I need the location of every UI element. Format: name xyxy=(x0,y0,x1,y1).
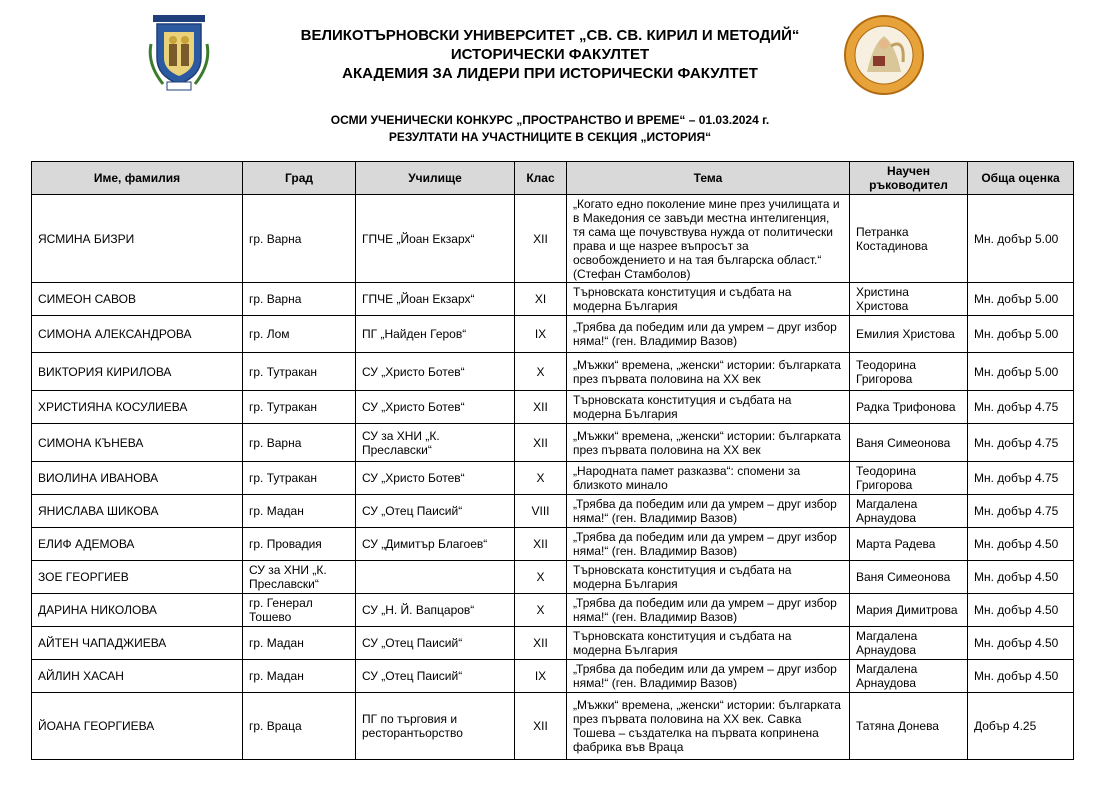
cell-grade: XII xyxy=(515,195,567,283)
cell-school: ГПЧЕ „Йоан Екзарх“ xyxy=(356,195,515,283)
cell-city: гр. Варна xyxy=(243,195,356,283)
table-row xyxy=(32,594,1074,627)
cell-city: СУ за ХНИ „К. Преславски“ xyxy=(243,561,356,594)
header-topic: Тема xyxy=(567,162,850,195)
cell-school: СУ „Димитър Благоев“ xyxy=(356,528,515,561)
cell-advisor: Ваня Симеонова xyxy=(850,424,968,462)
header-score: Обща оценка xyxy=(968,162,1074,195)
faculty-name: ИСТОРИЧЕСКИ ФАКУЛТЕТ xyxy=(450,46,650,63)
cell-topic: „Трябва да победим или да умрем – друг избор няма!“ (ген. Владимир Вазов) xyxy=(567,660,850,693)
cell-grade: IX xyxy=(515,660,567,693)
cell-city: гр. Тутракан xyxy=(243,462,356,495)
cell-grade: XII xyxy=(515,627,567,660)
contest-title: ОСМИ УЧЕНИЧЕСКИ КОНКУРС „ПРОСТРАНСТВО И ВРЕМЕ“ – 01.03.2024 г. xyxy=(330,113,770,127)
cell-school: СУ „Христо Ботев“ xyxy=(356,353,515,391)
cell-grade: XII xyxy=(515,391,567,424)
university-crest-logo xyxy=(147,14,211,92)
cell-score: Мн. добър 4.75 xyxy=(968,391,1074,424)
cell-advisor: Теодорина Григорова xyxy=(850,462,968,495)
cell-name: ЕЛИФ АДЕМОВА xyxy=(32,528,243,561)
cell-name: ЙОАНА ГЕОРГИЕВА xyxy=(32,693,243,760)
cell-grade: X xyxy=(515,462,567,495)
cell-topic: Търновската конституция и съдбата на модерна България xyxy=(567,627,850,660)
cell-topic: „Трябва да победим или да умрем – друг избор няма!“ (ген. Владимир Вазов) xyxy=(567,528,850,561)
cell-name: ВИОЛИНА ИВАНОВА xyxy=(32,462,243,495)
cell-grade: X xyxy=(515,561,567,594)
table-row xyxy=(32,693,1074,760)
cell-school: СУ „Христо Ботев“ xyxy=(356,391,515,424)
cell-advisor: Мария Димитрова xyxy=(850,594,968,627)
cell-topic: „Трябва да победим или да умрем – друг избор няма!“ (ген. Владимир Вазов) xyxy=(567,594,850,627)
cell-score: Мн. добър 4.50 xyxy=(968,561,1074,594)
cell-advisor: Магдалена Арнаудова xyxy=(850,627,968,660)
header-name: Име, фамилия xyxy=(32,162,243,195)
cell-city: гр. Провадия xyxy=(243,528,356,561)
cell-score: Мн. добър 5.00 xyxy=(968,316,1074,353)
table-row xyxy=(32,462,1074,495)
header-grade: Клас xyxy=(515,162,567,195)
cell-score: Мн. добър 4.75 xyxy=(968,495,1074,528)
cell-name: ЯСМИНА БИЗРИ xyxy=(32,195,243,283)
table-row xyxy=(32,627,1074,660)
cell-advisor: Магдалена Арнаудова xyxy=(850,660,968,693)
cell-score: Мн. добър 4.50 xyxy=(968,594,1074,627)
cell-advisor: Марта Радева xyxy=(850,528,968,561)
cell-name: АЙТЕН ЧАПАДЖИЕВА xyxy=(32,627,243,660)
cell-score: Мн. добър 4.75 xyxy=(968,462,1074,495)
table-row xyxy=(32,424,1074,462)
cell-school: СУ „Отец Паисий“ xyxy=(356,495,515,528)
cell-topic: Търновската конституция и съдбата на модерна България xyxy=(567,561,850,594)
cell-advisor: Христина Христова xyxy=(850,283,968,316)
cell-score: Добър 4.25 xyxy=(968,693,1074,760)
cell-school: ГПЧЕ „Йоан Екзарх“ xyxy=(356,283,515,316)
cell-advisor: Емилия Христова xyxy=(850,316,968,353)
cell-score: Мн. добър 5.00 xyxy=(968,353,1074,391)
cell-school: ПГ „Найден Геров“ xyxy=(356,316,515,353)
cell-grade: IX xyxy=(515,316,567,353)
document-header xyxy=(230,26,870,83)
cell-grade: XI xyxy=(515,283,567,316)
table-row xyxy=(32,316,1074,353)
cell-advisor: Магдалена Арнаудова xyxy=(850,495,968,528)
cell-city: гр. Генерал Тошево xyxy=(243,594,356,627)
cell-grade: XII xyxy=(515,693,567,760)
table-header-row xyxy=(32,162,1074,195)
cell-name: ХРИСТИЯНА КОСУЛИЕВА xyxy=(32,391,243,424)
cell-topic: „Трябва да победим или да умрем – друг избор няма!“ (ген. Владимир Вазов) xyxy=(567,316,850,353)
cell-grade: X xyxy=(515,594,567,627)
header-school: Училище xyxy=(356,162,515,195)
cell-name: ЗОЕ ГЕОРГИЕВ xyxy=(32,561,243,594)
cell-score: Мн. добър 4.50 xyxy=(968,528,1074,561)
table-row xyxy=(32,495,1074,528)
cell-name: АЙЛИН ХАСАН xyxy=(32,660,243,693)
cell-topic: „Трябва да победим или да умрем – друг избор няма!“ (ген. Владимир Вазов) xyxy=(567,495,850,528)
cell-school xyxy=(356,561,515,594)
cell-advisor: Теодорина Григорова xyxy=(850,353,968,391)
cell-city: гр. Мадан xyxy=(243,495,356,528)
cell-city: гр. Варна xyxy=(243,283,356,316)
table-row xyxy=(32,391,1074,424)
table-row xyxy=(32,528,1074,561)
header-advisor: Научен ръководител xyxy=(850,162,968,195)
cell-city: гр. Мадан xyxy=(243,627,356,660)
cell-name: СИМОНА АЛЕКСАНДРОВА xyxy=(32,316,243,353)
table-row xyxy=(32,195,1074,283)
results-table xyxy=(31,161,1074,760)
cell-advisor: Радка Трифонова xyxy=(850,391,968,424)
cell-grade: VIII xyxy=(515,495,567,528)
table-row xyxy=(32,353,1074,391)
cell-grade: XII xyxy=(515,528,567,561)
cell-name: ДАРИНА НИКОЛОВА xyxy=(32,594,243,627)
table-row xyxy=(32,561,1074,594)
cell-city: гр. Лом xyxy=(243,316,356,353)
cell-score: Мн. добър 4.75 xyxy=(968,424,1074,462)
cell-topic: „Мъжки“ времена, „женски“ истории: българката през първата половина на XX век xyxy=(567,424,850,462)
header-city: Град xyxy=(243,162,356,195)
cell-school: СУ „Отец Паисий“ xyxy=(356,660,515,693)
cell-grade: X xyxy=(515,353,567,391)
contest-heading xyxy=(230,112,870,146)
cell-school: СУ „Отец Паисий“ xyxy=(356,627,515,660)
cell-advisor: Петранка Костадинова xyxy=(850,195,968,283)
cell-city: гр. Тутракан xyxy=(243,353,356,391)
cell-score: Мн. добър 4.50 xyxy=(968,660,1074,693)
cell-city: гр. Варна xyxy=(243,424,356,462)
cell-score: Мн. добър 5.00 xyxy=(968,195,1074,283)
cell-school: СУ „Христо Ботев“ xyxy=(356,462,515,495)
cell-city: гр. Враца xyxy=(243,693,356,760)
cell-name: ЯНИСЛАВА ШИКОВА xyxy=(32,495,243,528)
table-row xyxy=(32,283,1074,316)
cell-topic: „Народната памет разказва“: спомени за близкото минало xyxy=(567,462,850,495)
cell-grade: XII xyxy=(515,424,567,462)
table-row xyxy=(32,660,1074,693)
cell-name: СИМЕОН САВОВ xyxy=(32,283,243,316)
contest-subtitle: РЕЗУЛТАТИ НА УЧАСТНИЦИТЕ В СЕКЦИЯ „ИСТОРИЯ“ xyxy=(388,130,712,144)
cell-advisor: Ваня Симеонова xyxy=(850,561,968,594)
cell-topic: „Когато едно поколение мине през училищата и в Македония се завъди местна интелигенция, тя сама ще почувствува нужда от политически права и ще назрее въпросът за освобождението и на тая българска област.“ (Стефан Стамболов) xyxy=(567,195,850,283)
cell-school: СУ за ХНИ „К. Преславски“ xyxy=(356,424,515,462)
cell-name: СИМОНА КЪНЕВА xyxy=(32,424,243,462)
cell-city: гр. Мадан xyxy=(243,660,356,693)
academy-name: АКАДЕМИЯ ЗА ЛИДЕРИ ПРИ ИСТОРИЧЕСКИ ФАКУЛТЕТ xyxy=(342,65,758,82)
cell-advisor: Татяна Донева xyxy=(850,693,968,760)
cell-name: ВИКТОРИЯ КИРИЛОВА xyxy=(32,353,243,391)
cell-topic: „Мъжки“ времена, „женски“ истории: българката през първата половина на XX век. Савка Тошева – създателка на първата копринена фабрика във Враца xyxy=(567,693,850,760)
cell-school: СУ „Н. Й. Вапцаров“ xyxy=(356,594,515,627)
cell-topic: „Мъжки“ времена, „женски“ истории: българката през първата половина на XX век xyxy=(567,353,850,391)
university-name: ВЕЛИКОТЪРНОВСКИ УНИВЕРСИТЕТ „СВ. СВ. КИРИЛ И МЕТОДИЙ“ xyxy=(300,27,800,44)
cell-topic: Търновската конституция и съдбата на модерна България xyxy=(567,283,850,316)
cell-school: ПГ по търговия и ресторантьорство xyxy=(356,693,515,760)
cell-city: гр. Тутракан xyxy=(243,391,356,424)
cell-score: Мн. добър 5.00 xyxy=(968,283,1074,316)
cell-score: Мн. добър 4.50 xyxy=(968,627,1074,660)
cell-topic: Търновската конституция и съдбата на модерна България xyxy=(567,391,850,424)
